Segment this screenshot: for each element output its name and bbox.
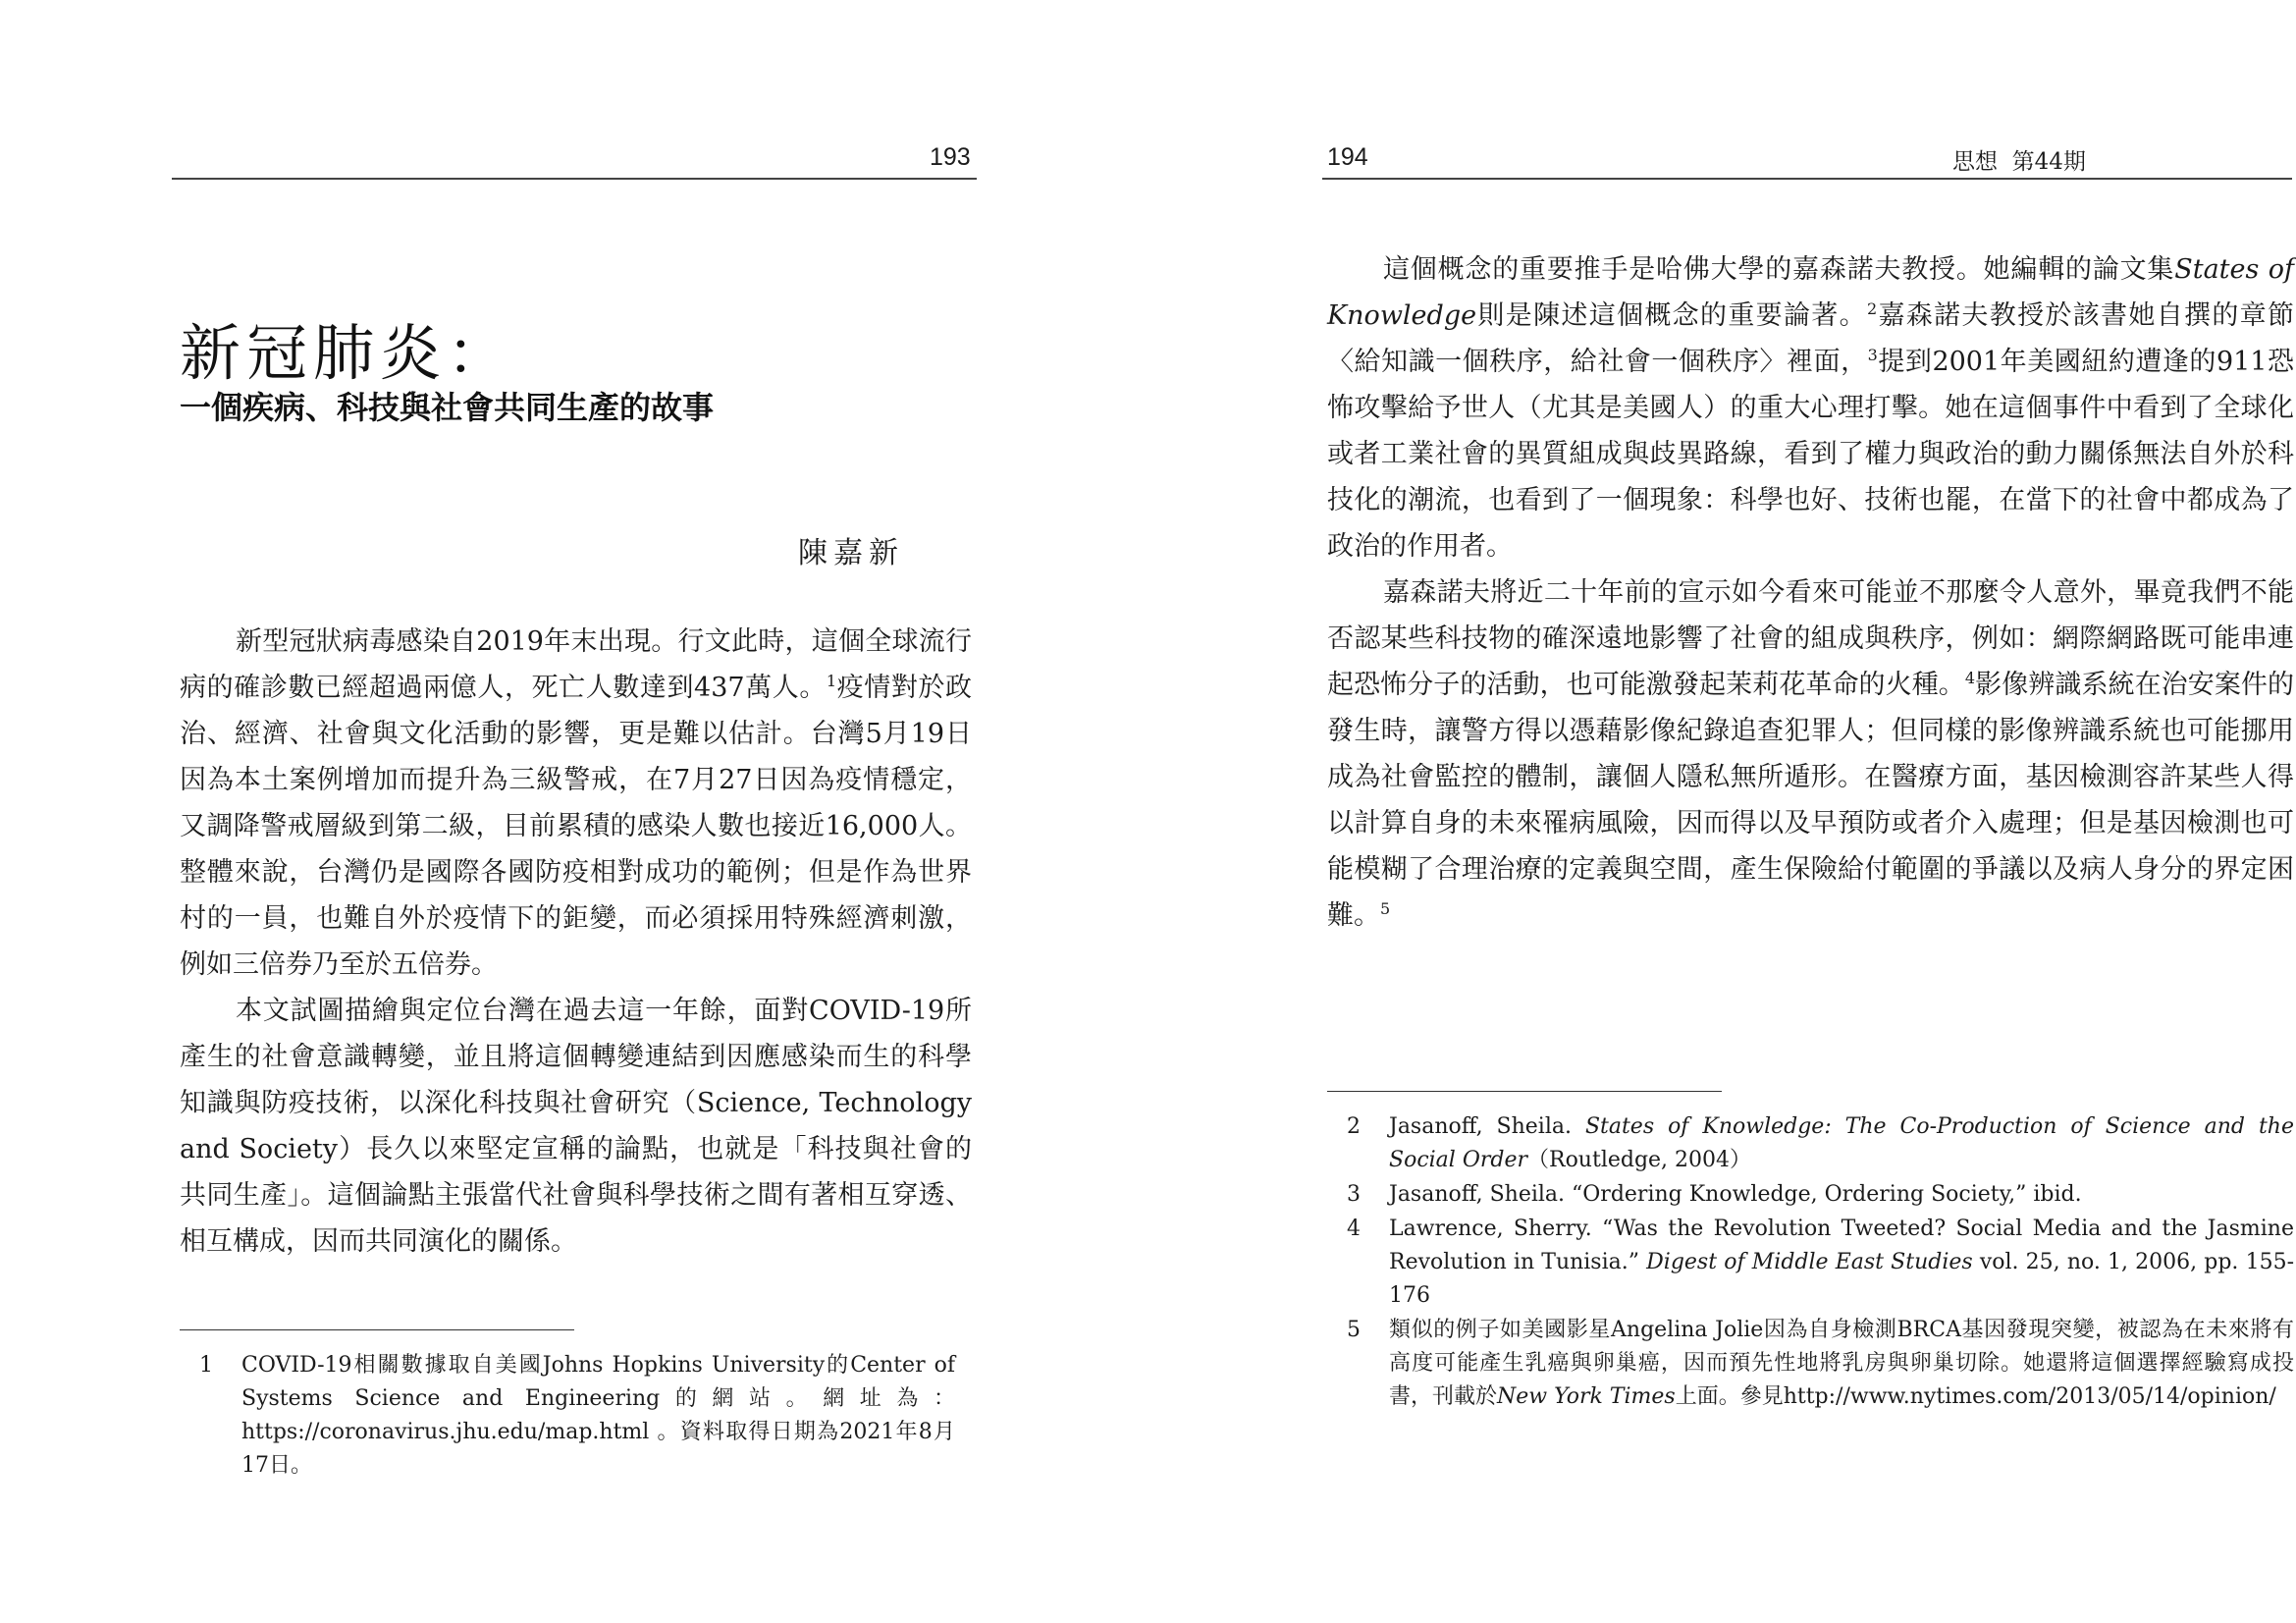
article-subtitle: 一個疾病、科技與社會共同生產的故事 [180, 389, 715, 426]
body-text-right [1327, 246, 2294, 939]
text-run: 疫情對於政治、經濟、社會與文化活動的影響，更是難以估計。台灣5月19日因為本土案例增加而提升為三級警戒，在7月27日因為疫情穩定，又調降警戒層級到第二級，目前累積的感染人數也接近16,000人。整體來說，台灣仍是國際各國防疫相對成功的範例；但是作為世界村的一員，也難自外於疫情下的鉅變，而必須採用特殊經濟刺激，例如三倍券乃至於五倍券。 [180, 673, 972, 980]
footnote-reference: 1 [826, 672, 837, 690]
text-run: 影像辨識系統在治安案件的發生時，讓警方得以憑藉影像紀錄追查犯罪人；但同樣的影像辨識系統也可能挪用成為社會監控的體制，讓個人隱私無所遁形。在醫療方面，基因檢測容許某些人得以計算自身的未來罹病風險，因而得以及早預防或者介入處理；但是基因檢測也可能模糊了合理治療的定義與空間，產生保險給付範圍的爭議以及病人身分的界定困難。 [1327, 670, 2294, 931]
italic-title: New York Times [1497, 1384, 1676, 1409]
footnote [1347, 1314, 2294, 1414]
paragraph [180, 988, 972, 1265]
text-run: 嘉森諾夫教授於該書她自撰的章節〈給知識一個秩序，給社會一個秩序〉裡面， [1327, 300, 2294, 377]
footnote-reference: 2 [1866, 299, 1878, 318]
text-run: Jasanoff, Sheila. [1389, 1114, 1585, 1139]
footnote [199, 1349, 955, 1483]
footnotes-right [1347, 1110, 2294, 1415]
italic-title: Digest of Middle East Studies [1646, 1250, 1973, 1274]
footnote-number: 4 [1347, 1217, 1361, 1241]
footnote-text [1389, 1182, 2082, 1207]
header-rule-left [172, 178, 977, 180]
paragraph [180, 619, 972, 988]
author-name: 陳嘉新 [798, 536, 904, 570]
running-header: 思想 第44期 [1952, 149, 2086, 175]
footnote-reference: 3 [1867, 346, 1878, 364]
footnote-number: 5 [1347, 1318, 1361, 1342]
text-run: 類似的例子如美國影星Angelina Jolie因為自身檢測BRCA基因發現突變，被認為在未來將有高度可能產生乳癌與卵巢癌，因而預先性地將乳房與卵巢切除。她還將這個選擇經驗寫成投書，刊載於 [1389, 1318, 2294, 1409]
page-number-right: 194 [1327, 143, 1368, 171]
right-page [1148, 0, 2296, 1623]
footnote-text [1389, 1114, 2294, 1172]
text-run: 本文試圖描繪與定位台灣在過去這一年餘，面對COVID-19所產生的社會意識轉變，並且將這個轉變連結到因應感染而生的科學知識與防疫技術，以深化科技與社會研究（Science, Technology and Society）長久以來堅定宣稱的論點，也就是「科技與社會的共同生產」。這個論點主張當代社會與科學技術之間有著相互穿透、相互構成，因而共同演化的關係。 [180, 996, 972, 1257]
text-run: 上面。參見http://www.nytimes.com/2013/05/14/opinion/ [1675, 1384, 2276, 1409]
paragraph [1327, 569, 2294, 939]
footnote-reference: 5 [1380, 899, 1391, 918]
footnote-text [1389, 1217, 2294, 1308]
text-run: Jasanoff, Sheila. “Ordering Knowledge, Ordering Society,” ibid. [1389, 1182, 2082, 1207]
footnote-text [1389, 1318, 2294, 1409]
footnote [1347, 1110, 2294, 1177]
text-run: 提到2001年美國紐約遭逢的911恐怖攻擊給予世人（尤其是美國人）的重大心理打擊。她在這個事件中看到了全球化或者工業社會的異質組成與歧異路線，看到了權力與政治的動力關係無法自外於科技化的潮流，也看到了一個現象：科學也好、技術也罷，在當下的社會中都成為了政治的作用者。 [1327, 347, 2295, 562]
italic-title: States of Knowledge: The Co-Production of Science and the Social Order [1389, 1114, 2294, 1172]
page-number-left: 193 [930, 143, 971, 171]
footnote-number: 3 [1347, 1182, 1361, 1207]
header-rule-right [1322, 178, 2292, 180]
body-text-left [180, 619, 972, 1265]
text-run: COVID-19相關數據取自美國Johns Hopkins University的Center of Systems Science and Engineering的網站。網址為：https://coronavirus.jhu.edu/map.html 。資料取得日期為2021年8月17日。 [241, 1353, 955, 1478]
footnotes-left [199, 1349, 955, 1484]
italic-title: States of Knowledge [1327, 254, 2294, 331]
footnote-rule-right [1327, 1091, 1722, 1092]
footnote-reference: 4 [1964, 669, 1976, 687]
footnote-rule-left [180, 1329, 574, 1330]
paragraph [1327, 246, 2294, 569]
footnote [1347, 1213, 2294, 1313]
text-run: （Routledge, 2004） [1527, 1148, 1752, 1172]
text-run: 嘉森諾夫將近二十年前的宣示如今看來可能並不那麼令人意外，畢竟我們不能否認某些科技物的確深遠地影響了社會的組成與秩序，例如：網際網路既可能串連起恐怖分子的活動，也可能激發起茉莉花革命的火種。 [1327, 577, 2294, 700]
text-run: 則是陳述這個概念的重要論著。 [1476, 300, 1867, 331]
footnote-number: 2 [1347, 1114, 1361, 1139]
text-run: 這個概念的重要推手是哈佛大學的嘉森諾夫教授。她編輯的論文集 [1383, 254, 2175, 285]
text-run: 新型冠狀病毒感染自2019年末出現。行文此時，這個全球流行病的確診數已經超過兩億人，死亡人數達到437萬人。 [180, 626, 972, 703]
article-title: 新冠肺炎： [180, 317, 514, 389]
footnote-number: 1 [199, 1353, 213, 1378]
text-run: Lawrence, Sherry. “Was the Revolution Tweeted? Social Media and the Jasmine Revolution in Tunisia.” [1389, 1217, 2294, 1274]
text-run: vol. 25, no. 1, 2006, pp. 155-176 [1389, 1250, 2295, 1308]
footnote [1347, 1178, 2294, 1212]
footnote-text [241, 1353, 955, 1478]
